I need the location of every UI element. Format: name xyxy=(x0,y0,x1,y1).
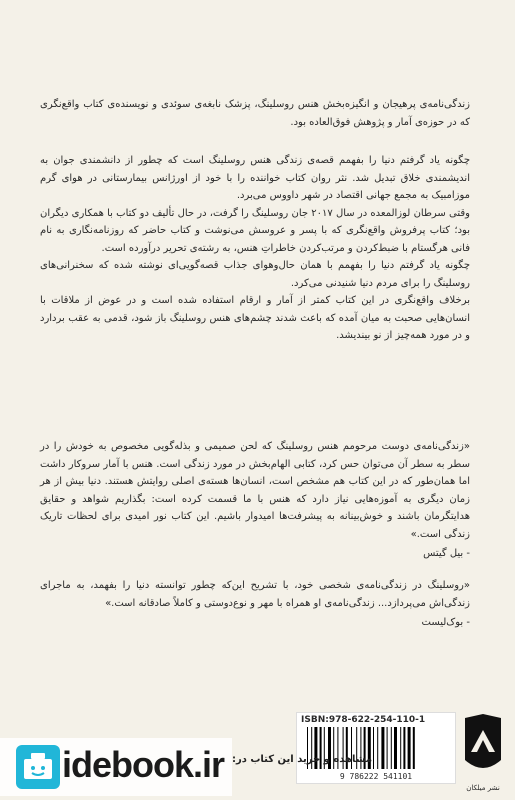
quote-signature: - بیل گیتس xyxy=(423,548,470,559)
intro-text: زندگی‌نامه‌ی پرهیجان و انگیزه‌بخش هنس روسلینگ، پزشک نابغه‌ی سوئدی و نویسنده‌ی کتاب واقع‌نگری که در حوزه‌ی آمار و پژوهش فوق‌العاده بود. xyxy=(40,99,470,128)
quote-booklist xyxy=(40,577,470,632)
barcode-digits: 9 786222 541101 xyxy=(339,772,413,781)
publisher-label: نشر میلکان xyxy=(466,784,500,792)
quote-bill-gates xyxy=(40,438,470,563)
buy-text: مشاهده و خرید این کتاب در: xyxy=(232,754,373,765)
quote-text: «زندگی‌نامه‌ی دوست مرحومم هنس روسلینگ که لحن صمیمی و بذله‌گویی مخصوص به خودش را در سطر به سطر آن می‌توان حس کرد، کتابی الهام‌بخش در مورد زندگی است. هنس با آمار سروکار داشت اما همان‌طور که در این کتاب هم مشخص است، انسان‌ها هسته‌ی اصلی روایتش هستند. دنیا بیش از هر زمان دیگری به آموزه‌هایی نیاز دارد که هنس با ما قسمت کرده است: بگذاریم شواهد و حقایق هدایتگرمان باشند و خوش‌بینانه به پیشرفت‌ها امیدوار باشیم. این کتاب نور امیدی برای لحظات تاریک زندگی است.» xyxy=(40,441,470,540)
quote-text: «روسلینگ در زندگی‌نامه‌ی شخصی خود، با تشریح این‌که چطور توانسته دنیا را بفهمد، به ماجرای زندگی‌اش می‌پردازد... زندگی‌نامه‌ی او همراه با مهر و نوع‌دوستی و کاملاً صادقانه است.» xyxy=(40,580,470,609)
barcode-box xyxy=(296,712,456,784)
story-paragraph: چگونه یاد گرفتم دنیا را بفهمم قصه‌ی زندگی هنس روسلینگ است که چطور از دانشمندی جوان به اندیشمندی خلاق تبدیل شد. نثر روان کتاب خواننده را با خود از اورژانس بیمارستانی در هوای گرم موزامبیک به مجمع جهانی اقتصاد در شهر داووس می‌برد. xyxy=(40,155,470,201)
intro-paragraph xyxy=(40,96,470,131)
quote-signature: - بوک‌لیست xyxy=(421,617,470,628)
story-paragraph: برخلاف واقع‌نگری در این کتاب کمتر از آمار و ارقام استفاده شده است و در عوض از ملاقات با انسان‌هایی صحبت به میان آمده که باعث شدند چشم‌های هنس روسلینگ باز شود، قدمی به عقب بردارد و در مورد همه‌چیز از نو بیندیشد. xyxy=(40,295,470,341)
watermark-text[interactable]: idebook.ir xyxy=(62,744,225,785)
story-paragraph: چگونه یاد گرفتم دنیا را بفهمم با همان حال‌وهوای جذاب قصه‌گویی‌ای نوشته شده که سخنرانی‌های روسلینگ را برای مردم دنیا شنیدنی می‌کرد. xyxy=(40,260,470,289)
isbn-text: ISBN:978-622-254-110-1 xyxy=(301,715,426,725)
story-section xyxy=(40,152,470,345)
story-paragraph: وقتی سرطان لوزالمعده در سال ۲۰۱۷ جان روسلینگ را گرفت، در حال تألیف دو کتاب با همکاری دیگران بود؛ کتاب پرفروش واقع‌نگری که با پسر و عروسش می‌نوشت و کتاب حاضر که روزنامه‌نگاری به نام فانی هرگستام با ضبط‌کردن و مرتب‌کردن خاطراتِ هنس، به رشته‌ی تحریر درآورده است. xyxy=(40,207,470,254)
publisher-logo-icon xyxy=(461,712,505,784)
idebook-logo-icon xyxy=(16,745,60,789)
